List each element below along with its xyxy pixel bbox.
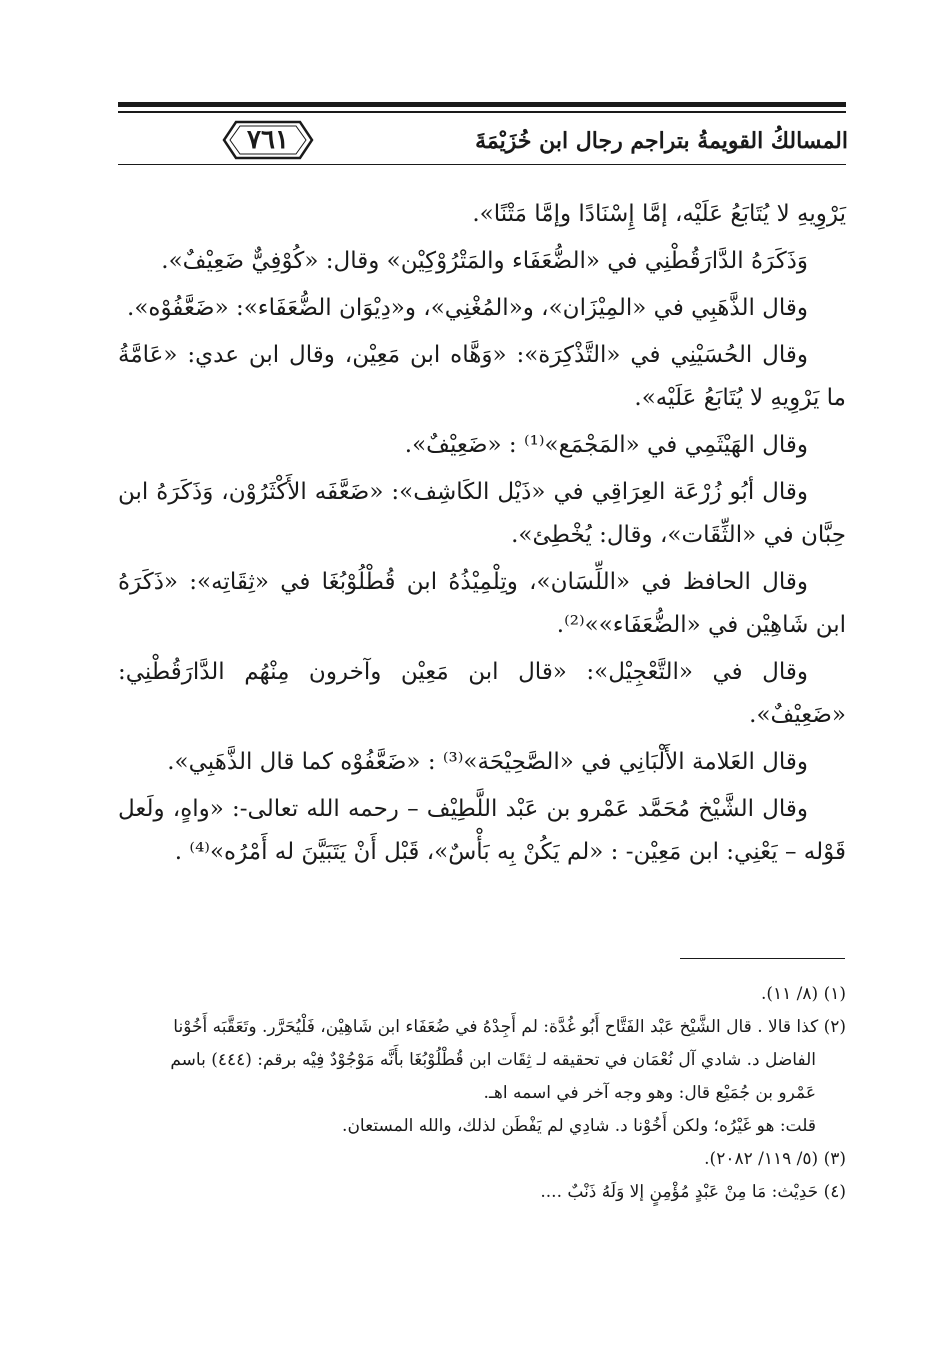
- footnote: (٤) حَدِيْث: مَا مِنْ عَبْدٍ مُؤْمِنٍ إلا وَلَهُ ذَنْبٌ ....: [540, 1182, 846, 1202]
- header-rule-thick: [118, 102, 846, 107]
- running-title: المسالكُ القويمةُ بتراجم رجال ابن خُزَيْمَةَ: [475, 128, 848, 154]
- paragraph: وقال في «التَّعْجِيْل»: «قال ابن مَعِيْن وآخرون مِنْهُم الدَّارَقُطْنِي: «ضَعِيْفٌ».: [118, 659, 846, 728]
- paragraph: وقال العَلامة الأَلْبَانِي في «الصَّحِيْحَة»⁽³⁾ : «ضَعَّفُوْه كما قال الذَّهَبِي».: [167, 749, 808, 775]
- footnote-separator: [680, 958, 845, 959]
- footnotes: [118, 978, 846, 1209]
- paragraph: وَذَكَرَهُ الدَّارَقُطْنِي في «الضُّعَفَاء والمَتْرُوْكِيْن» وقال: «كُوْفِيٌّ ضَعِيْفٌ».: [161, 248, 808, 274]
- paragraph: وقال أبُو زُرْعَة العِرَاقِي في «ذَيْل الكَاشِف»: «ضَعَّفَه الأَكْثَرُوْن، وَذَكَرَهُ ابن حِبَّان في «الثِّقَات»، وقال: يُخْطِئ».: [118, 479, 846, 548]
- footnote-continuation: عَمْرو بن جُمَيْع قال: وهو وجه آخر في اسمه اهـ.: [483, 1083, 816, 1103]
- paragraph: وقال الشَّيْخ مُحَمَّد عَمْرو بن عَبْد اللَّطِيْف – رحمه الله تعالى-: «واهٍ، ولَعل قَوْله – يَعْنِي: ابن مَعِيْن- : «لم يَكُنْ بِه بَأْسٌ»، قَبْل أَنْ يَتَبَيَّنَ له أَمْرُه»⁽⁴⁾ .: [118, 796, 846, 865]
- footnote: (٣) (٥/ ١١٩/ ٢٠٨٢).: [704, 1149, 846, 1169]
- header-rule-bottom: [118, 164, 846, 165]
- page-number-badge: [222, 118, 314, 162]
- paragraph: وقال الهَيْثَمِي في «المَجْمَع»⁽¹⁾ : «ضَعِيْفٌ».: [404, 432, 808, 458]
- paragraph: وقال الحافظ في «اللِّسَان»، وتِلْمِيْذُهُ ابن قُطْلُوْبُغَا في «ثِقَاتِه»: «ذَكَرَهُ ابن شَاهِيْن في «الضُّعَفَاء»»⁽²⁾.: [118, 569, 846, 638]
- footnote: (٢) كذا قالا . قال الشَّيْخ عَبْد الفَتَّاح أَبُو غُدَّة: لم أَجِدْهُ في ضُعَفَاء ابن شَاهِيْن، فَلْيُحَرَّر. وتَعَقَّبَه أَخُوْنا: [173, 1017, 846, 1037]
- paragraph: يَرْوِيهِ لا يُتَابَعُ عَلَيْه، إمَّا إِسْنَادًا وإمَّا مَتْنًا».: [472, 201, 846, 227]
- footnote: (١) (٨/ ١١).: [760, 984, 846, 1004]
- page-number: ٧٦١: [247, 125, 289, 155]
- header-rule-thin: [118, 111, 846, 113]
- footnote-continuation: قلت: هو غَيْرُه؛ ولكن أَخُوْنا د. شادِي لم يَفْطَن لذلك، والله المستعان.: [342, 1116, 816, 1136]
- footnote-continuation: الفاضل د. شادي آل نُعْمَان في تحقيقه لـ ثِقَات ابن قُطْلُوْبُغَا بأَنَّه مَوْجُوْدٌ فِيْه برقم: (٤٤٤) باسم: [170, 1050, 816, 1070]
- main-text: [118, 193, 846, 878]
- paragraph: وقال الذَّهَبِي في «المِيْزَان»، و«المُغْنِي»، و«دِيْوَان الضُّعَفَاء»: «ضَعَّفُوْه».: [127, 295, 808, 321]
- paragraph: وقال الحُسَيْنِي في «التَّذْكِرَة»: «وَهَّاه ابن مَعِيْن، وقال ابن عدي: «عَامَّةُ ما يَرْوِيهِ لا يُتَابَعُ عَلَيْه».: [118, 342, 846, 411]
